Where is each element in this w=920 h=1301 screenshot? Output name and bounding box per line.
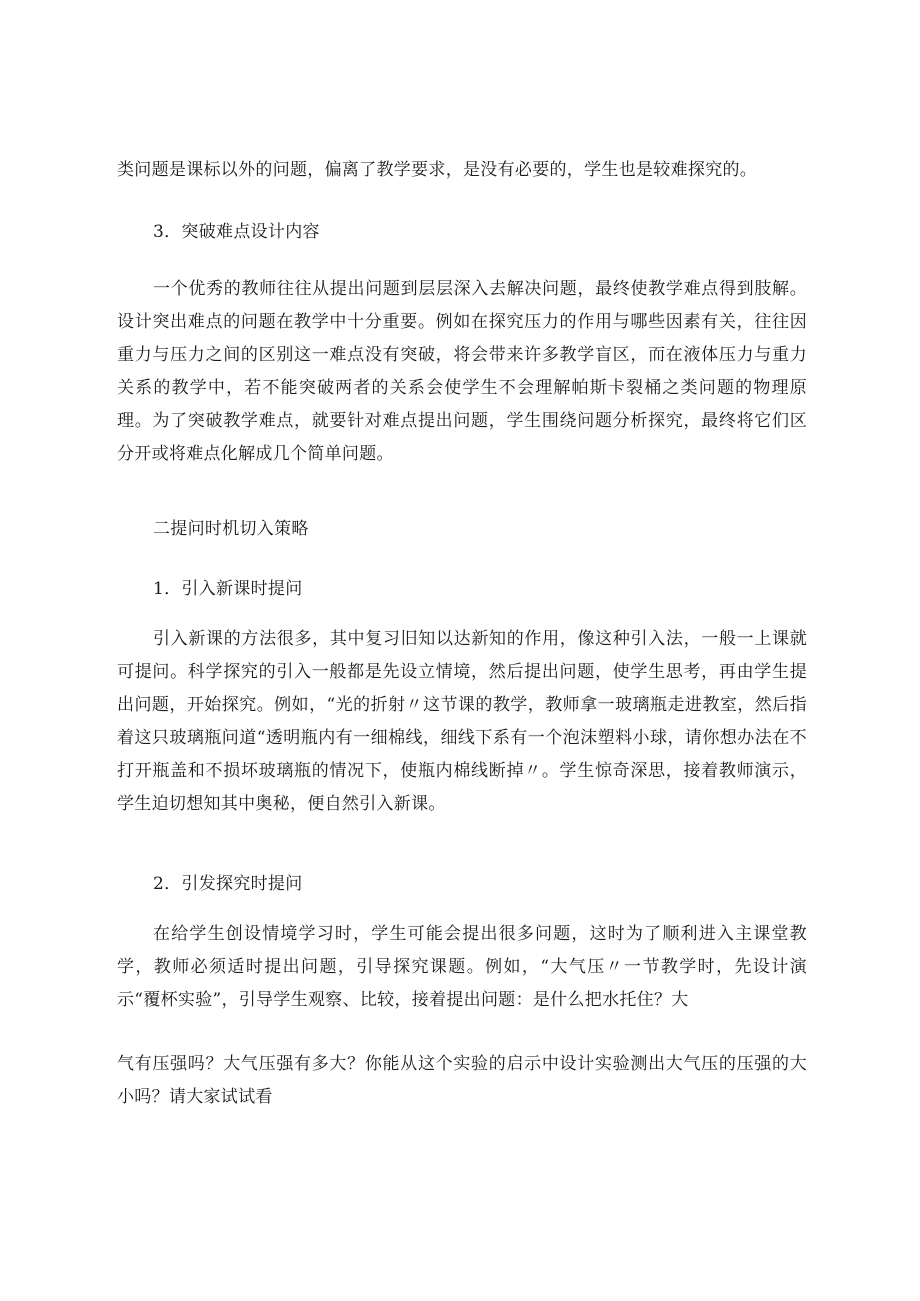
- section-heading-breakthrough: 3．突破难点设计内容: [153, 222, 320, 242]
- paragraph-new-lesson: 引入新课的方法很多，其中复习旧知以达新知的作用，像这种引入法，一般一上课就可提问。科学探究的引入一般都是先设立情境，然后提出问题，使学生思考，再由学生提出问题，开始探究。例如，“光的折射〃这节课的教学，教师拿一玻璃瓶走进教室，然后指着这只玻璃瓶问道“透明瓶内有一细棉线，细线下系有一个泡沫塑料小球，请你想办法在不打开瓶盖和不损坏玻璃瓶的情况下，使瓶内棉线断掉〃。学生惊奇深思，接着教师演示，学生迫切想知其中奥秘，便自然引入新课。: [117, 629, 807, 814]
- paragraph-inquiry: 在给学生创设情境学习时，学生可能会提出很多问题，这时为了顺利进入主课堂教学，教师必须适时提出问题，引导探究课题。例如，“大气压〃一节教学时，先设计演示“覆杯实验”，引导学生观察、比较，接着提出问题：是什么把水托住？大: [117, 924, 807, 1010]
- paragraph-continuation: 类问题是课标以外的问题，偏离了教学要求，是没有必要的，学生也是较难探究的。: [117, 160, 758, 180]
- paragraph-inquiry-continued: 气有压强吗？大气压强有多大？你能从这个实验的启示中设计实验测出大气压的压强的大小吗？请大家试试看: [117, 1054, 807, 1107]
- section-heading-new-lesson: 1．引入新课时提问: [153, 579, 303, 599]
- paragraph-difficulty: 一个优秀的教师往往从提出问题到层层深入去解决问题，最终使教学难点得到肢解。设计突出难点的问题在教学中十分重要。例如在探究压力的作用与哪些因素有关，往往因重力与压力之间的区别这一难点没有突破，将会带来许多教学盲区，而在液体压力与重力关系的教学中，若不能突破两者的关系会使学生不会理解帕斯卡裂桶之类问题的物理原理。为了突破教学难点，就要针对难点提出问题，学生围绕问题分析探究，最终将它们区分开或将难点化解成几个简单问题。: [117, 279, 807, 464]
- chapter-heading-timing: 二提问时机切入策略: [153, 519, 309, 539]
- section-heading-inquiry: 2．引发探究时提问: [153, 874, 303, 894]
